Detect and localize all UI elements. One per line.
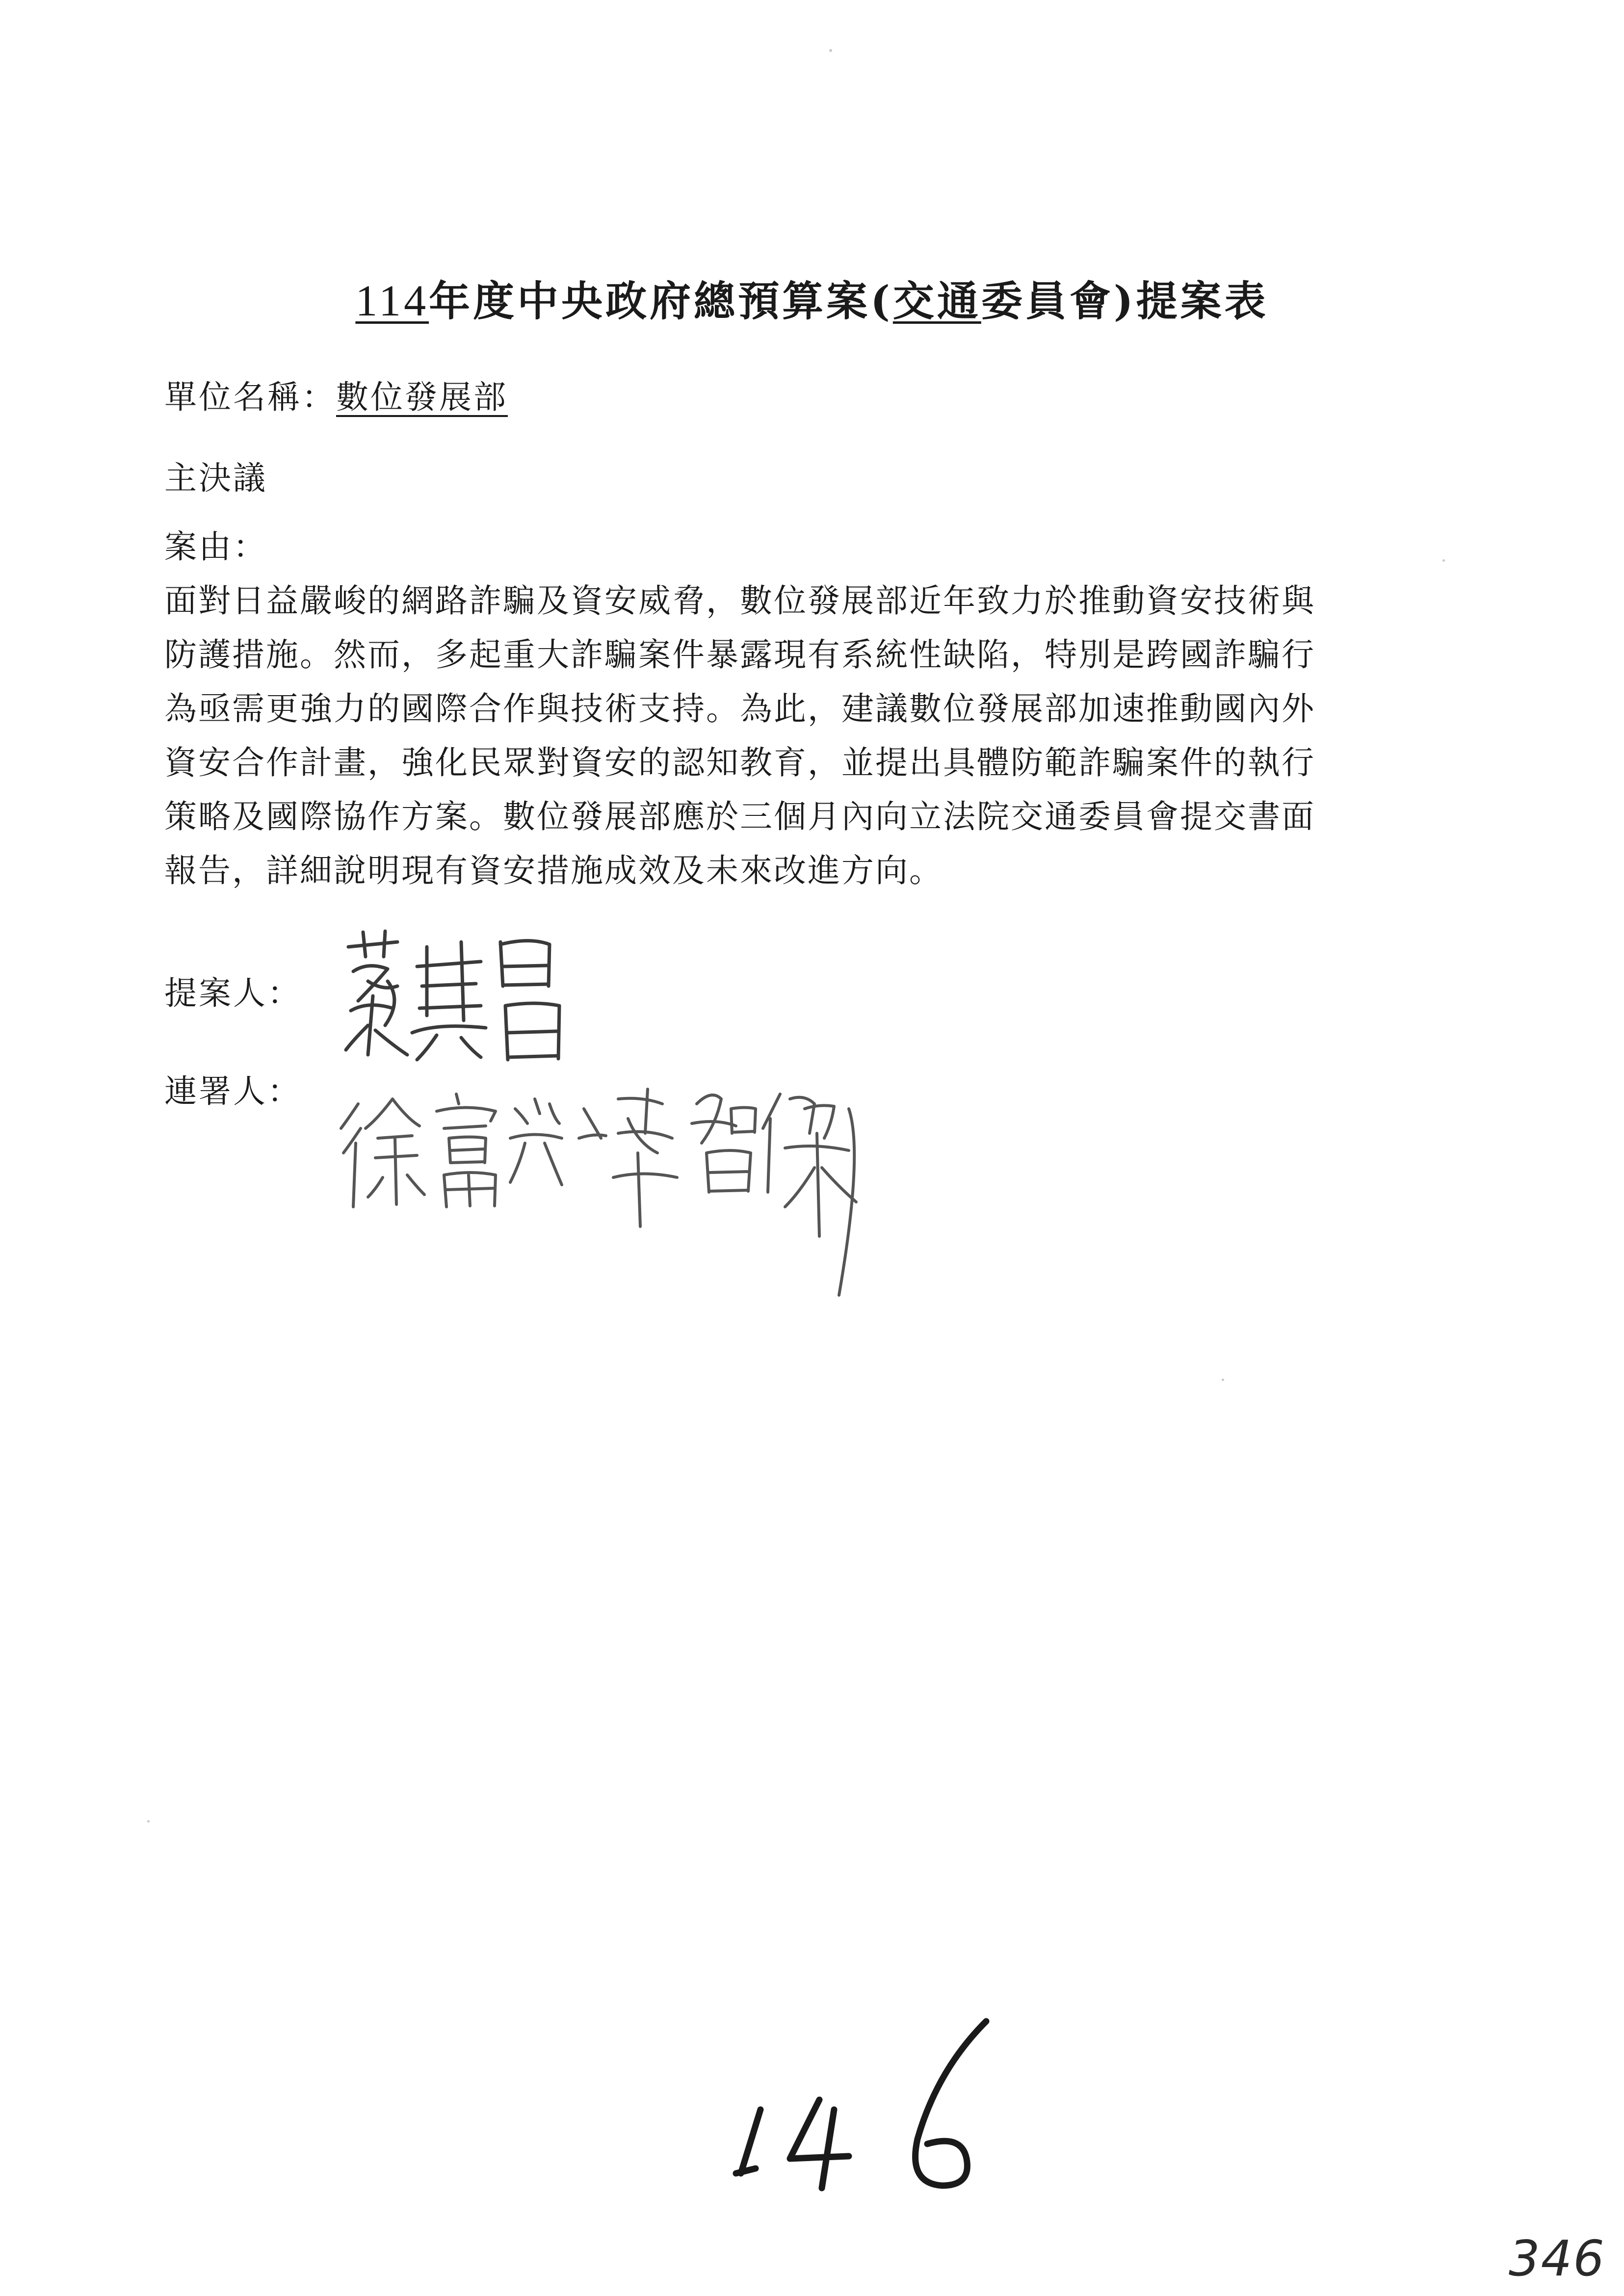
proposer-signature	[339, 927, 569, 1074]
unit-label: 單位名稱：	[164, 378, 336, 416]
proposer-label: 提案人：	[164, 974, 302, 1012]
reason-label: 案由：	[164, 528, 267, 566]
reason-line: 防護措施。然而，多起重大詐騙案件暴露現有系統性缺陷，特別是跨國詐騙行	[164, 636, 1315, 674]
reason-line: 策略及國際協作方案。數位發展部應於三個月內向立法院交通委員會提交書面	[164, 798, 1315, 835]
cosigner-signature-1	[339, 1089, 564, 1212]
scan-speck	[1442, 559, 1445, 562]
title-part1: 年度中央政府總預算案(	[429, 277, 893, 325]
cosigner-label: 連署人：	[164, 1072, 302, 1110]
document-title	[0, 275, 1624, 328]
cosigner-signature-2	[574, 1079, 878, 1300]
title-year: 114	[355, 277, 429, 325]
scan-speck	[1222, 1379, 1224, 1381]
handwritten-number-146	[731, 2011, 996, 2198]
scan-speck	[147, 1820, 150, 1823]
reason-body	[164, 574, 1479, 898]
title-committee: 交通	[892, 277, 981, 325]
reason-line: 報告，詳細說明現有資安措施成效及未來改進方向。	[164, 852, 943, 889]
main-resolution-label: 主決議	[164, 459, 267, 497]
reason-line: 為亟需更強力的國際合作與技術支持。為此，建議數位發展部加速推動國內外	[164, 690, 1315, 728]
reason-line: 面對日益嚴峻的網路詐騙及資安威脅，數位發展部近年致力於推動資安技術與	[164, 582, 1315, 620]
unit-row	[164, 378, 508, 417]
unit-value: 數位發展部	[336, 378, 508, 416]
reason-line: 資安合作計畫，強化民眾對資安的認知教育，並提出具體防範詐騙案件的執行	[164, 744, 1315, 782]
scan-speck	[829, 49, 832, 52]
title-part2: 委員會)提案表	[981, 277, 1269, 325]
page-number: 346	[1509, 2230, 1605, 2287]
